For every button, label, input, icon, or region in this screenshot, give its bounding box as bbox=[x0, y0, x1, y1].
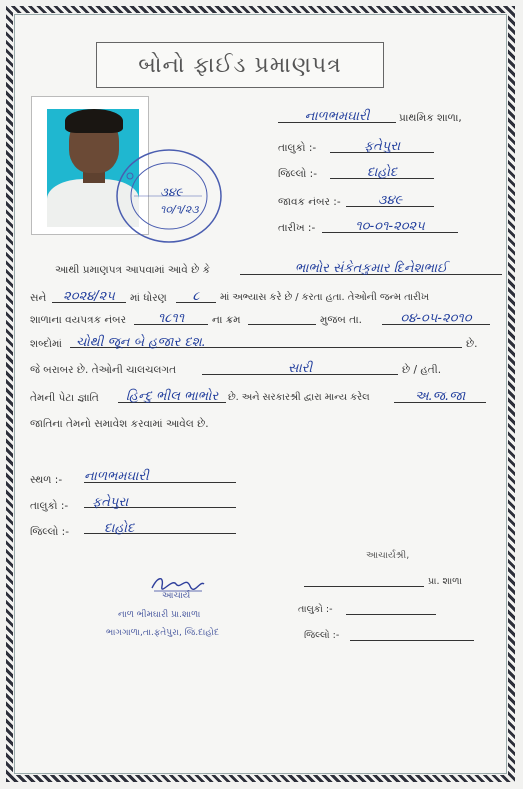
right-school-line bbox=[304, 572, 424, 587]
kram-line bbox=[248, 310, 316, 325]
right-district-line bbox=[350, 626, 474, 641]
student-name-line bbox=[240, 260, 502, 275]
school-name: નાળભમઘારી bbox=[304, 109, 370, 124]
body-mujab: મુજબ તા. bbox=[320, 314, 362, 326]
student-name: ભાભોર સંકેતકુમાર દિનેશભાઈ bbox=[294, 261, 448, 276]
footer-taluka-line bbox=[84, 494, 236, 508]
date-line bbox=[322, 218, 458, 233]
conduct: સારી bbox=[287, 361, 313, 376]
body-caste-label: તેમની પેટા જ્ઞાતિ bbox=[30, 392, 99, 404]
right-school-suffix: પ્રા. શાળા bbox=[428, 576, 462, 587]
body-conduct-label: જે બરાબર છે. તેઓની ચાલચલગત bbox=[30, 364, 177, 376]
caste-line bbox=[118, 388, 226, 403]
certificate-title: બોનો ફાઈડ પ્રમાણપત્ર bbox=[138, 52, 342, 78]
body-line7: જાતિના તેમનો સમાવેશ કરવામાં આવેલ છે. bbox=[30, 418, 209, 430]
outward-no-line bbox=[346, 192, 434, 207]
district-label: જિલ્લો :- bbox=[278, 168, 317, 180]
body-line6-mid: છે. અને સરકારશ્રી દ્વારા માન્ય કરેલ bbox=[228, 392, 370, 403]
body-kram: ના ક્રમ bbox=[212, 314, 241, 326]
body-sane: સને bbox=[30, 292, 47, 304]
taluka-line bbox=[330, 138, 434, 153]
conduct-line bbox=[202, 360, 398, 375]
body-line1-prefix: આથી પ્રમાણપત્ર આપવામાં આવે છે કે bbox=[55, 264, 211, 276]
outward-no-value: ૩૪૯ bbox=[377, 193, 403, 208]
place-label: સ્થળ :- bbox=[30, 474, 63, 486]
body-line5-end: છે / હતી. bbox=[402, 364, 442, 376]
date-value: ૧૦-૦૧-૨૦૨૫ bbox=[355, 219, 425, 234]
standard: ૮ bbox=[192, 289, 200, 304]
title-box bbox=[96, 42, 384, 88]
stamp-date: ૧૦/૧/૨૩ bbox=[160, 203, 199, 216]
taluka-value: ફતેપુરા bbox=[363, 139, 401, 154]
right-taluka-label: તાલુકો :- bbox=[298, 604, 333, 615]
right-district-label: જિલ્લો :- bbox=[304, 630, 340, 641]
date-of-birth: ૦૪-૦૫-૨૦૧૦ bbox=[400, 311, 472, 326]
year-line bbox=[52, 288, 126, 303]
stamp-number: ૩૪૯ bbox=[160, 185, 183, 199]
body-line3-prefix: શાળાના વયપત્રક નંબર bbox=[30, 314, 127, 326]
academic-year: ૨૦૨૪/૨૫ bbox=[63, 289, 115, 304]
body-words-label: શબ્દોમાં bbox=[30, 338, 62, 350]
outward-no-label: જાવક નંબર :- bbox=[278, 196, 341, 208]
footer-district-line bbox=[84, 520, 236, 534]
body-standard-label: માં ધોરણ bbox=[130, 292, 167, 304]
right-taluka-line bbox=[346, 600, 436, 615]
register-number: ૧૮૧૧ bbox=[157, 311, 185, 326]
school-suffix: પ્રાથમિક શાળા, bbox=[399, 112, 462, 124]
body-line2-end: માં અભ્યાસ કરે છે / કરતા હતા. તેઓની જન્મ તારીખ bbox=[220, 292, 429, 303]
dob-line bbox=[382, 310, 490, 325]
date-label: તારીખ :- bbox=[278, 222, 316, 234]
district-line bbox=[330, 164, 434, 179]
footer-district-label: જિલ્લો :- bbox=[30, 526, 69, 538]
place-line bbox=[84, 468, 236, 483]
register-line bbox=[134, 310, 208, 325]
school-name-line bbox=[278, 108, 396, 123]
sub-caste: હિન્દુ ભીલ ભાભોર bbox=[125, 389, 219, 404]
footer-taluka-value: ફતેપુરા bbox=[92, 495, 129, 510]
footer-taluka-label: તાલુકો :- bbox=[30, 500, 69, 512]
principal-title: આચાર્ય bbox=[162, 591, 191, 601]
place-value: નાળભમઘારી bbox=[84, 469, 149, 484]
principal-school: નાળ ભીમઘારી પ્રા.શાળા bbox=[118, 610, 201, 620]
right-principal-title: આચાર્યશ્રી, bbox=[366, 550, 410, 561]
standard-line bbox=[176, 288, 216, 303]
category-line bbox=[394, 388, 486, 403]
dob-words-line bbox=[70, 334, 462, 348]
body-line4-end: છે. bbox=[466, 338, 478, 350]
taluka-label: તાલુકો :- bbox=[278, 142, 317, 154]
dob-in-words: ચોથી જૂન બે હજાર દશ. bbox=[76, 335, 206, 350]
footer-district-value: દાહોદ bbox=[104, 521, 135, 536]
district-value: દાહોદ bbox=[366, 165, 398, 180]
principal-address: ભાગગાળા,તા.ફતેપુરા, જિ.દાહોદ bbox=[106, 628, 220, 638]
category: અ.જ.જા bbox=[414, 389, 466, 404]
